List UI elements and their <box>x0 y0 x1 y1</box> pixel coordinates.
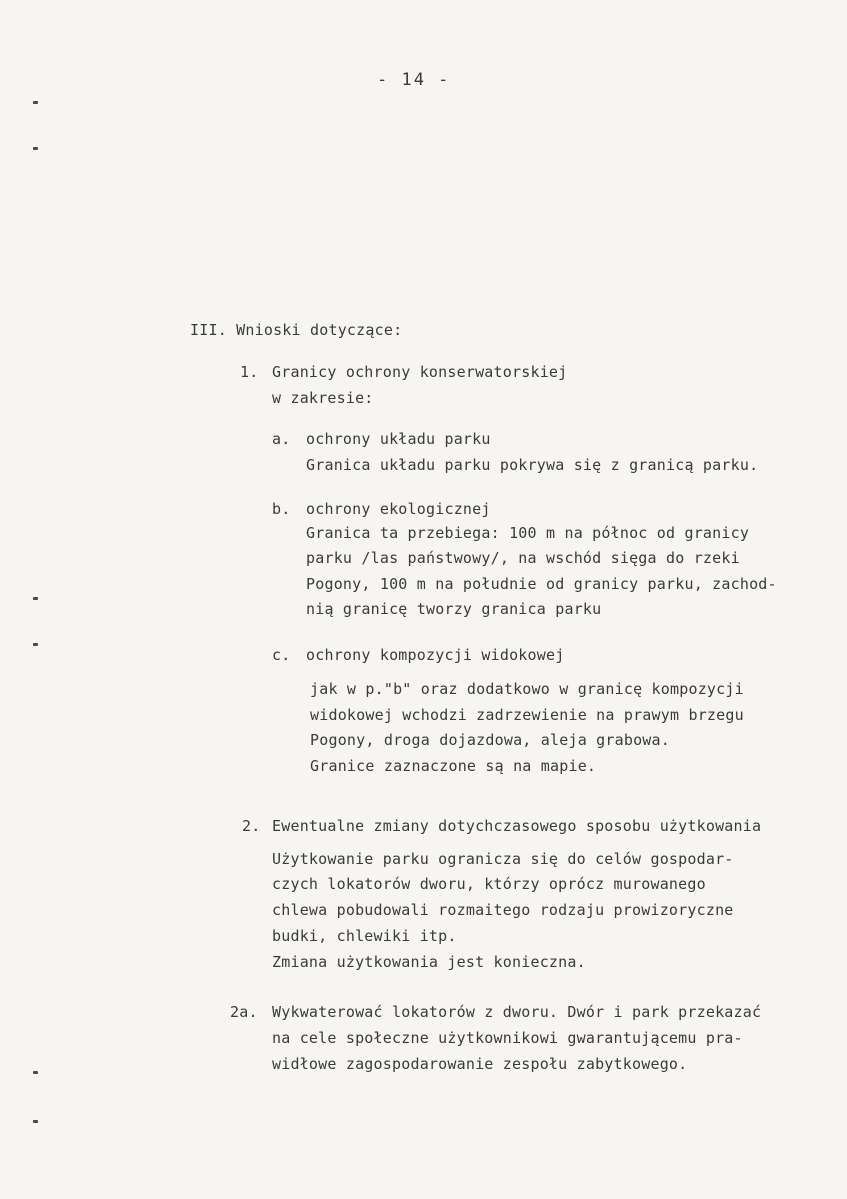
subitem-text-line: jak w p."b" oraz dodatkowo w granicę kompozycji <box>310 680 744 698</box>
subitem-text-line: Granica ta przebiega: 100 m na północ od granicy <box>306 524 750 542</box>
item-text-line: chlewa pobudowali rozmaitego rodzaju prowizoryczne <box>272 901 734 919</box>
margin-mark <box>33 101 38 104</box>
item-title: Ewentualne zmiany dotychczasowego sposobu użytkowania <box>272 817 762 835</box>
item-text-line: Wykwaterować lokatorów z dworu. Dwór i park przekazać <box>272 1003 762 1021</box>
subitem-label: c. <box>272 646 291 664</box>
item-text-line: Zmiana użytkowania jest konieczna. <box>272 953 586 971</box>
item-title: w zakresie: <box>272 389 374 407</box>
item-number: 1. <box>240 363 259 381</box>
margin-mark <box>33 1071 38 1074</box>
subitem-title: ochrony ekologicznej <box>306 500 491 518</box>
item-text-line: czych lokatorów dworu, którzy oprócz murowanego <box>272 875 706 893</box>
margin-mark <box>33 1120 38 1123</box>
subitem-text-line: Pogony, 100 m na południe od granicy parku, zachod- <box>306 575 777 593</box>
item-title: Granicy ochrony konserwatorskiej <box>272 363 568 381</box>
section-heading: III. Wnioski dotyczące: <box>190 321 403 339</box>
margin-mark <box>33 643 38 646</box>
subitem-label: b. <box>272 500 291 518</box>
subitem-text-line: widokowej wchodzi zadrzewienie na prawym brzegu <box>310 706 744 724</box>
subitem-text-line: nią granicę tworzy granica parku <box>306 600 602 618</box>
subitem-title: ochrony układu parku <box>306 430 491 448</box>
subitem-text-line: Pogony, droga dojazdowa, aleja grabowa. <box>310 731 670 749</box>
item-text-line: Użytkowanie parku ogranicza się do celów gospodar- <box>272 850 734 868</box>
margin-mark <box>33 597 38 600</box>
item-text-line: budki, chlewiki itp. <box>272 927 457 945</box>
subitem-text-line: Granice zaznaczone są na mapie. <box>310 757 597 775</box>
subitem-text-line: parku /las państwowy/, na wschód sięga do rzeki <box>306 549 740 567</box>
subitem-label: a. <box>272 430 291 448</box>
item-text-line: na cele społeczne użytkownikowi gwarantującemu pra- <box>272 1029 743 1047</box>
item-number: 2. <box>242 817 261 835</box>
margin-mark <box>33 147 38 150</box>
item-number: 2a. <box>230 1003 258 1021</box>
item-text-line: widłowe zagospodarowanie zespołu zabytkowego. <box>272 1055 688 1073</box>
page-number: - 14 - <box>377 70 451 90</box>
subitem-title: ochrony kompozycji widokowej <box>306 646 565 664</box>
subitem-text-line: Granica układu parku pokrywa się z granicą parku. <box>306 456 759 474</box>
